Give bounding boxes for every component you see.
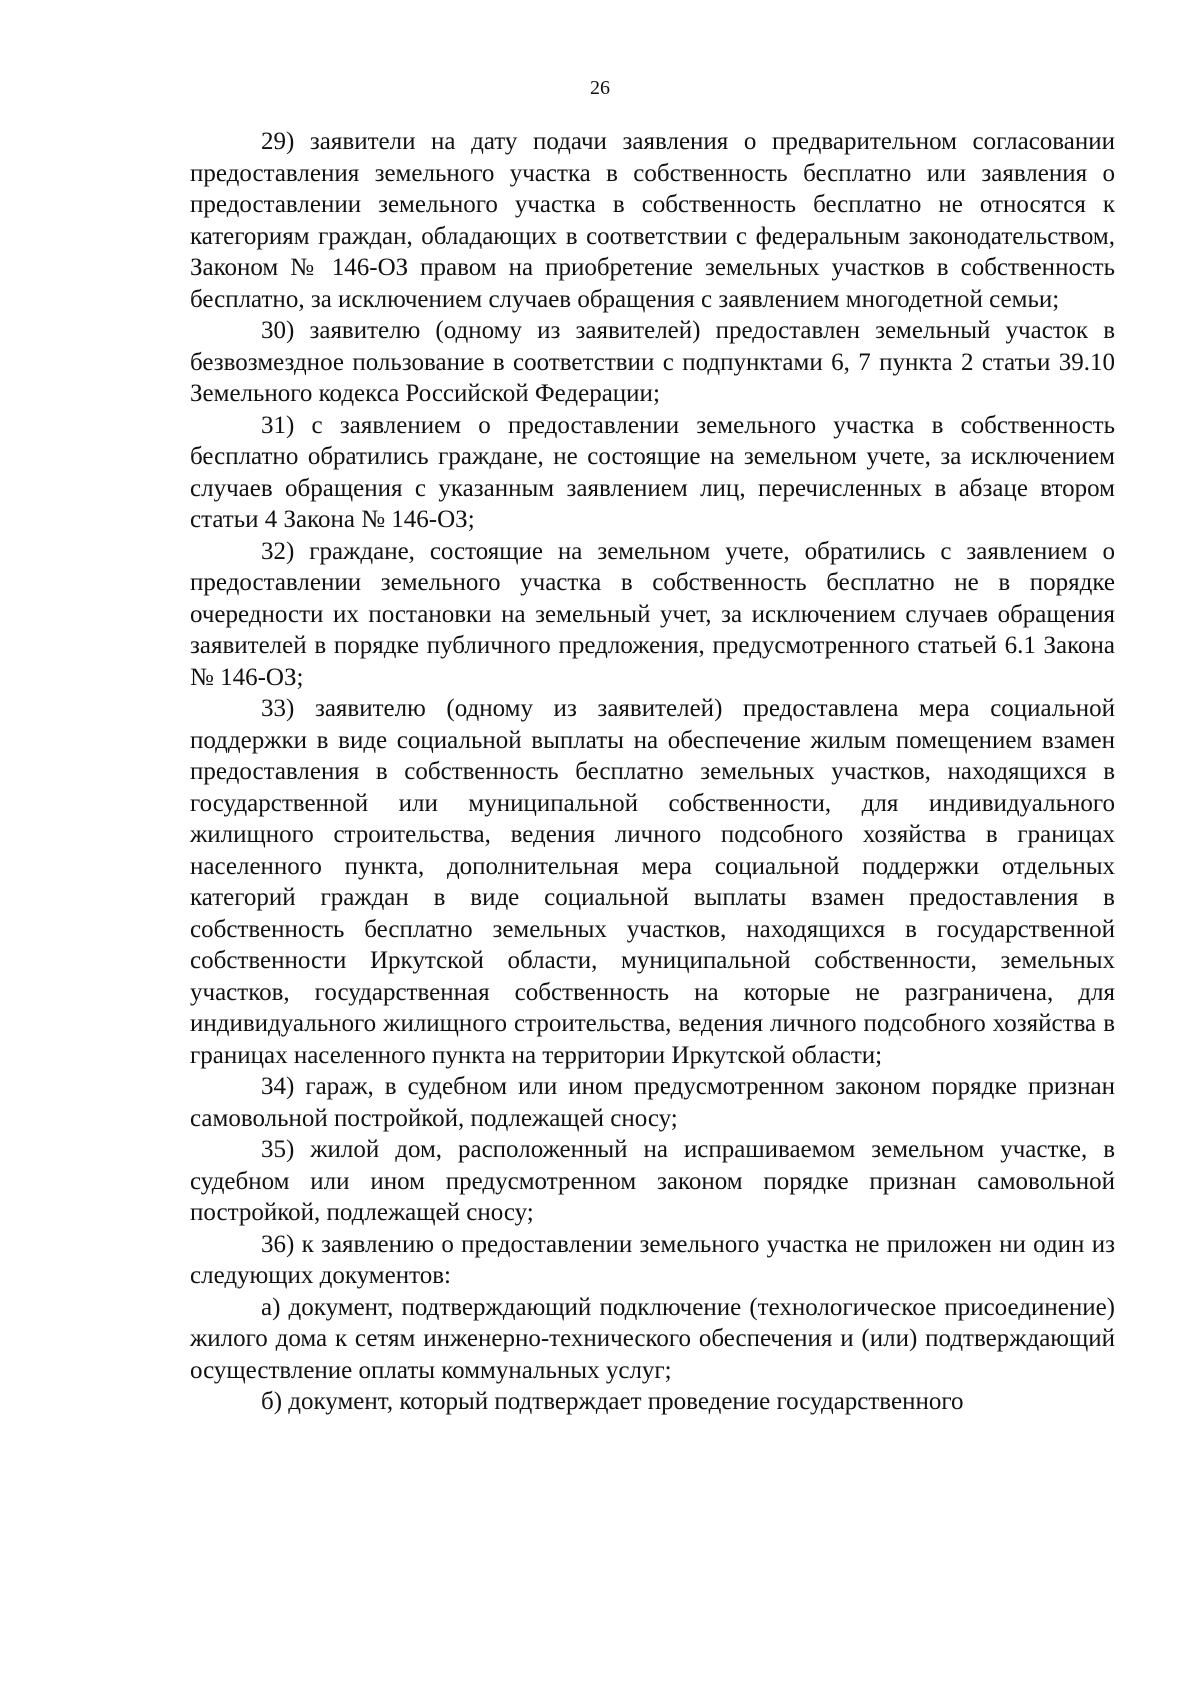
paragraph-item-35: 35) жилой дом, расположенный на испрашиваемом земельном участке, в судебном или ином предусмотренном законом порядке признан самовольной постройкой, подлежащей сносу; <box>190 1136 1115 1226</box>
paragraph-subitem-a: а) документ, подтверждающий подключение (технологическое присоединение) жилого дома к сетям инженерно-технического обеспечения и (или) подтверждающий осуществление оплаты коммунальных услуг; <box>190 1293 1115 1384</box>
paragraph-item-36: 36) к заявлению о предоставлении земельного участка не приложен ни один из следующих документов: <box>190 1230 1115 1289</box>
paragraph-item-29: 29) заявители на дату подачи заявления о предварительном согласовании предоставления земельного участка в собственность бесплатно или заявления о предоставлении земельного участка в собственность бесплатно не относятся к категориям граждан, обладающих в соответствии с федеральным законодательством, Законом № 146-ОЗ правом на приобретение земельных участков в собственность бесплатно, за исключением случаев обращения с заявлением многодетной семьи; <box>190 128 1115 313</box>
paragraph-subitem-b: б) документ, который подтверждает проведение государственного <box>261 1388 964 1415</box>
document-body <box>190 126 1115 1418</box>
paragraph-item-31: 31) с заявлением о предоставлении земельного участка в собственность бесплатно обратились граждане, не состоящие на земельном учете, за исключением случаев обращения с указанным заявлением лиц, перечисленных в абзаце втором статьи 4 Закона № 146-ОЗ; <box>190 411 1115 533</box>
paragraph-item-34: 34) гараж, в судебном или ином предусмотренном законом порядке признан самовольной постройкой, подлежащей сносу; <box>190 1073 1115 1132</box>
paragraph-item-32: 32) граждане, состоящие на земельном учете, обратились с заявлением о предоставлении земельного участка в собственность бесплатно не в порядке очередности их постановки на земельный учет, за исключением случаев обращения заявителей в порядке публичного предложения, предусмотренного статьей 6.1 Закона № 146-ОЗ; <box>190 537 1115 691</box>
paragraph-item-33: 33) заявителю (одному из заявителей) предоставлена мера социальной поддержки в виде социальной выплаты на обеспечение жилым помещением взамен предоставления в собственность бесплатно земельных участков, находящихся в государственной или муниципальной собственности, для индивидуального жилищного строительства, ведения личного подсобного хозяйства в границах населенного пункта, дополнительная мера социальной поддержки отдельных категорий граждан в виде социальной выплаты взамен предоставления в собственность бесплатно земельных участков, находящихся в государственной собственности Иркутской области, муниципальной собственности, земельных участков, государственная собственность на которые не разграничена, для индивидуального жилищного строительства, ведения личного подсобного хозяйства в границах населенного пункта на территории Иркутской области; <box>190 695 1115 1069</box>
paragraph-item-30: 30) заявителю (одному из заявителей) предоставлен земельный участок в безвозмездное пользование в соответствии с подпунктами 6, 7 пункта 2 статьи 39.10 Земельного кодекса Российской Федерации; <box>190 317 1115 407</box>
page-number: 26 <box>590 77 610 99</box>
